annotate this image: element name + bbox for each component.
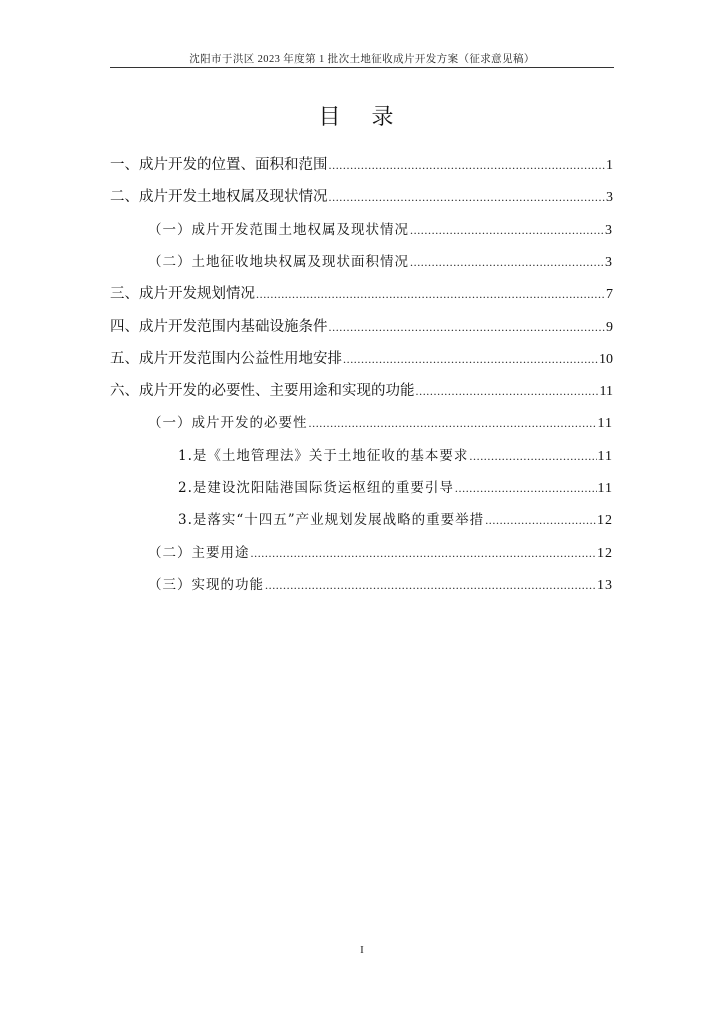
toc-entry[interactable] xyxy=(110,316,613,338)
toc-entry[interactable] xyxy=(148,574,613,596)
toc-dot-leader xyxy=(329,186,606,208)
toc-entry-page: 3 xyxy=(605,222,613,238)
toc-entry-label: 一、成片开发的位置、面积和范围 xyxy=(110,157,328,173)
toc-entry-page: 3 xyxy=(606,190,613,206)
toc-entry[interactable] xyxy=(148,251,613,273)
toc-entry-page: 11 xyxy=(597,481,613,496)
toc-dot-leader xyxy=(410,251,604,273)
toc-dot-leader xyxy=(265,574,596,596)
toc-entry-label: 四、成片开发范围内基础设施条件 xyxy=(110,318,328,335)
toc-entry[interactable] xyxy=(110,380,613,402)
toc-entry-page: 11 xyxy=(597,448,613,464)
toc-dot-leader xyxy=(485,509,596,531)
toc-entry-label: （一）成片开发的必要性 xyxy=(148,415,308,432)
toc-entry-page: 7 xyxy=(606,287,613,303)
toc-dot-leader xyxy=(329,154,606,176)
toc-dot-leader xyxy=(455,477,597,499)
toc-entry-label: （二）主要用途 xyxy=(148,544,250,561)
toc-entry-page: 9 xyxy=(606,319,613,335)
toc-entry-page: 11 xyxy=(599,384,613,400)
running-header: 沈阳市于洪区 2023 年度第 1 批次土地征收成片开发方案（征求意见稿） xyxy=(189,54,535,65)
toc-entry[interactable] xyxy=(110,283,613,305)
toc-dot-leader xyxy=(329,316,606,338)
toc-dot-leader xyxy=(469,445,596,467)
toc-entry[interactable] xyxy=(178,509,613,531)
toc-dot-leader xyxy=(410,219,604,241)
toc-entry-page: 1 xyxy=(606,158,613,173)
toc-entry-label: （一）成片开发范围土地权属及现状情况 xyxy=(148,221,409,238)
toc-entry-label: 六、成片开发的必要性、主要用途和实现的功能 xyxy=(110,383,415,400)
toc-entry-label: （三）实现的功能 xyxy=(148,576,264,593)
toc-entry-label: 二、成片开发土地权属及现状情况 xyxy=(110,189,328,206)
toc-entry-label: 3.是落实“十四五”产业规划发展战略的重要举措 xyxy=(178,512,485,529)
toc-entry[interactable] xyxy=(148,542,613,564)
toc-entry[interactable] xyxy=(178,477,613,499)
toc-entry-page: 12 xyxy=(597,545,613,561)
toc-entry-page: 11 xyxy=(597,416,613,432)
toc-entry-page: 12 xyxy=(597,513,613,529)
toc-entry-label: 2.是建设沈阳陆港国际货运枢纽的重要引导 xyxy=(178,480,454,496)
toc-dot-leader xyxy=(251,542,597,564)
toc-entry-page: 10 xyxy=(599,351,613,367)
toc-entry-label: 1.是《土地管理法》关于土地征收的基本要求 xyxy=(178,447,469,464)
toc-entry-page: 13 xyxy=(597,577,613,593)
toc-dot-leader xyxy=(309,412,597,434)
toc-dot-leader xyxy=(256,283,605,305)
toc-entry[interactable] xyxy=(178,445,613,467)
toc-entry-page: 3 xyxy=(605,254,613,270)
toc-entry-label: 五、成片开发范围内公益性用地安排 xyxy=(110,350,342,367)
toc-entry[interactable] xyxy=(110,186,613,208)
toc-title: 目 录 xyxy=(318,105,406,130)
toc-entry-label: （二）土地征收地块权属及现状面积情况 xyxy=(148,253,409,270)
page-number: I xyxy=(360,944,364,956)
toc-dot-leader xyxy=(343,348,598,370)
toc-dot-leader xyxy=(416,380,599,402)
toc-entry[interactable] xyxy=(148,219,613,241)
toc-entry[interactable] xyxy=(110,154,613,176)
toc-entry[interactable] xyxy=(110,348,613,370)
toc-entry[interactable] xyxy=(148,412,613,434)
toc-entry-label: 三、成片开发规划情况 xyxy=(110,286,255,303)
